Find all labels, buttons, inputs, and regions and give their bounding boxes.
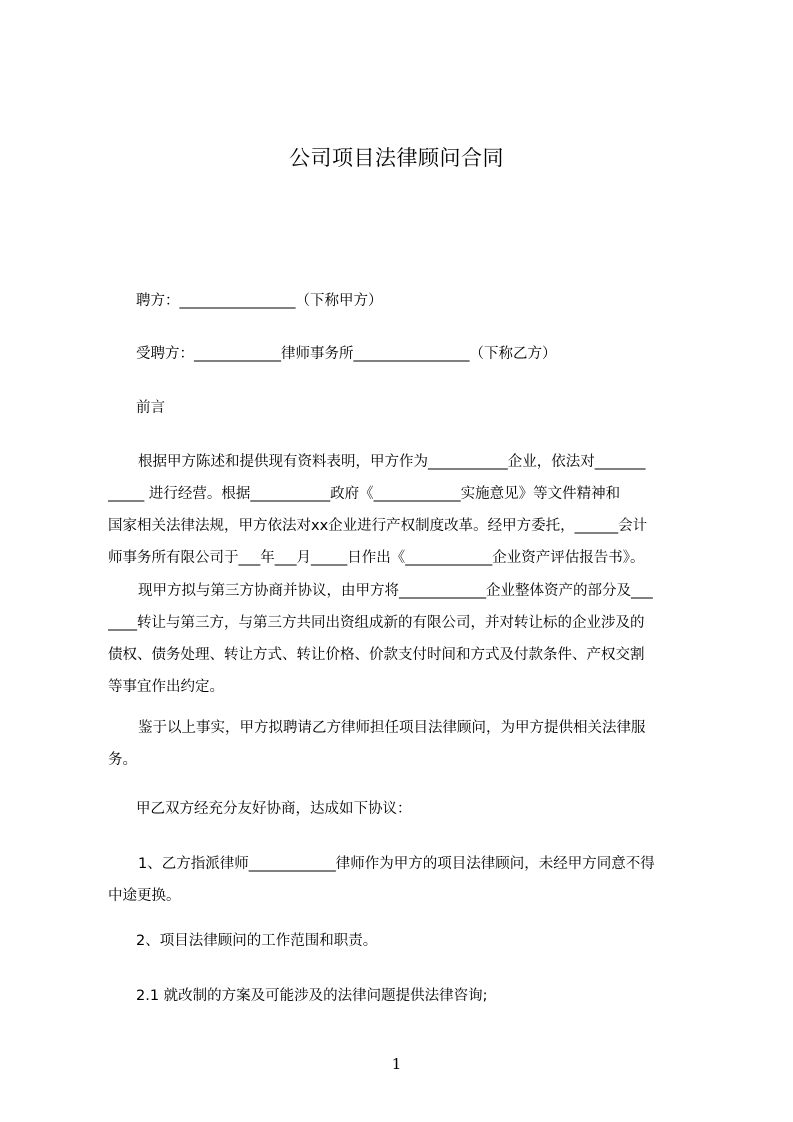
agreement-intro: 甲乙双方经充分友好协商，达成如下协议： — [136, 801, 412, 817]
paragraph-whereas — [108, 712, 708, 776]
paragraph-line: 1、乙方指派律师____________律师作为甲方的项目法律顾问，未经甲方同意不得 — [138, 856, 655, 872]
paragraph-line: 现甲方拟与第三方协商并协议，由甲方将____________企业整体资产的部分及___ — [138, 583, 653, 599]
paragraph-line: 等事宜作出约定。 — [108, 679, 224, 695]
clause-1 — [108, 848, 698, 912]
paragraph-line: 根据甲方陈述和提供现有资料表明，甲方作为___________企业，依法对_______ — [138, 454, 646, 470]
page-number: 1 — [391, 1055, 402, 1073]
clause-2: 2、项目法律顾问的工作范围和职责。 — [136, 933, 378, 949]
preface-heading: 前言 — [136, 400, 165, 416]
paragraph-line: 师事务所有限公司于___年___月_____日作出《____________企业资产评估报告书》。 — [108, 550, 645, 566]
paragraph-background — [108, 446, 698, 574]
paragraph-line: 债权、债务处理、转让方式、转让价格、价款支付时间和方式及付款条件、产权交割 — [108, 647, 645, 663]
document-title: 公司项目法律顾问合同 — [289, 146, 504, 170]
paragraph-line: 务。 — [108, 752, 137, 768]
paragraph-line: 国家相关法律法规，甲方依法对xx企业进行产权制度改革。经甲方委托，______会计 — [108, 518, 648, 534]
paragraph-transfer — [108, 575, 698, 703]
paragraph-line: ____转让与第三方，与第三方共同出资组成新的有限公司，并对转让标的企业涉及的 — [108, 615, 645, 631]
paragraph-line: 中途更换。 — [108, 888, 181, 904]
party-a-line: 聘方：________________（下称甲方） — [136, 293, 383, 309]
party-b-line: 受聘方：____________律师事务所________________（下称乙方） — [136, 346, 557, 362]
clause-2-1: 2.1 就改制的方案及可能涉及的法律问题提供法律咨询; — [136, 988, 488, 1004]
paragraph-line: _____ 进行经营。根据___________政府《____________实施意见》等文件精神和 — [108, 486, 621, 502]
paragraph-line: 鉴于以上事实，甲方拟聘请乙方律师担任项目法律顾问，为甲方提供相关法律服 — [138, 720, 646, 736]
